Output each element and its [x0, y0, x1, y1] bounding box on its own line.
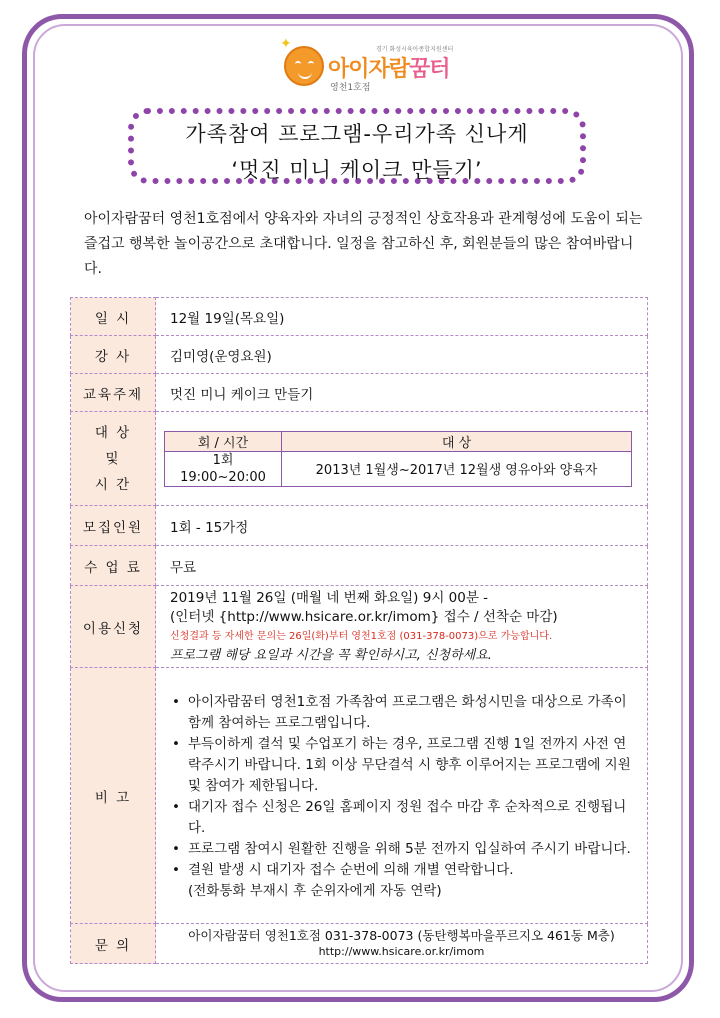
table-row: [71, 412, 648, 506]
list-item: • 프로그램 참여시 원활한 진행을 위해 5분 전까지 입실하여 주시기 바랍니다.: [170, 839, 637, 860]
bullet-icon: •: [172, 693, 180, 710]
schedule-session-time: 1회 19:00~20:00: [165, 451, 282, 486]
contact-url[interactable]: http://www.hsicare.or.kr/imom: [318, 944, 485, 958]
date-value: 12월 19일(목요일): [156, 298, 648, 336]
program-info-table: [70, 297, 648, 964]
capacity-label: 모집인원: [71, 506, 156, 546]
list-item: • 대기자 접수 신청은 26일 홈페이지 정원 접수 마감 후 순차적으로 진행됩니다.: [172, 798, 627, 836]
apply-method: (인터넷 {http://www.hsicare.or.kr/imom} 접수 / 선착순 마감): [170, 608, 558, 625]
smiley-face-icon: [284, 46, 324, 86]
date-label: 일 시: [71, 298, 156, 336]
notes-list: [156, 686, 647, 906]
topic-label: 교육주제: [71, 374, 156, 412]
apply-label: 이용신청: [71, 586, 156, 668]
bullet-icon: •: [172, 840, 180, 857]
table-row: [71, 668, 648, 924]
intro-paragraph: 아이자람꿈터 영천1호점에서 양육자와 자녀의 긍정적인 상호작용과 관계형성에 도움이 되는 즐겁고 행복한 놀이공간으로 초대합니다. 일정을 참고하신 후, 회원분들의 많은 참여바랍니다.: [84, 211, 643, 277]
program-title-box: [128, 108, 586, 184]
logo-title: 아이자람꿈터: [328, 57, 450, 82]
apply-inquiry-notice: 신청결과 등 자세한 문의는 26일(화)부터 영천1호점 (031-378-0073)으로 가능합니다.: [170, 630, 553, 642]
logo-branch: 영천1호점: [330, 83, 371, 93]
apply-date: 2019년 11월 26일 (매월 네 번째 화요일) 9시 00분 -: [170, 589, 489, 606]
table-row: [71, 506, 648, 546]
notes-footnote: (전화통화 부재시 후 순위자에게 자동 연락): [188, 882, 442, 899]
table-row: [71, 336, 648, 374]
schedule-header-row: [165, 431, 632, 451]
apply-reminder: 프로그램 해당 요일과 시간을 꼭 확인하시고, 신청하세요.: [170, 647, 492, 663]
logo: [280, 36, 484, 98]
schedule-table: [164, 431, 632, 487]
table-row: [71, 924, 648, 964]
notes-cell: [156, 668, 648, 924]
table-row: [71, 298, 648, 336]
fee-label: 수 업 료: [71, 546, 156, 586]
teacher-value: 김미영(운영요원): [156, 336, 648, 374]
contact-cell: [156, 924, 648, 964]
logo-center-name: 경기 화성시육아종합지원센터: [376, 46, 454, 53]
table-row: [71, 374, 648, 412]
fee-value: 무료: [156, 546, 648, 586]
table-row: [71, 546, 648, 586]
schedule-audience: 2013년 1월생~2017년 12월생 영유아와 양육자: [282, 451, 632, 486]
star-icon: ✦: [280, 36, 292, 52]
program-title-line1: 가족참여 프로그램-우리가족 신나게: [185, 122, 529, 146]
notes-label: 비 고: [71, 668, 156, 924]
list-item: • 결원 발생 시 대기자 접수 순번에 의해 개별 연락합니다.: [170, 860, 637, 881]
list-item: • 부득이하게 결석 및 수업포기 하는 경우, 프로그램 진행 1일 전까지 사전 연락주시기 바랍니다. 1회 이상 무단결석 시 향후 이루어지는 프로그램에 지원 및 참여가 제한됩니다.: [172, 735, 631, 794]
teacher-label: 강 사: [71, 336, 156, 374]
schedule-header-time: 회 / 시간: [165, 431, 282, 451]
program-title-line2: ‘멋진 미니 케이크 만들기’: [231, 158, 483, 182]
bullet-icon: •: [172, 861, 180, 878]
target-time-cell: [156, 412, 648, 506]
bullet-icon: •: [172, 798, 180, 815]
capacity-value: 1회 - 15가정: [156, 506, 648, 546]
schedule-row: [165, 451, 632, 486]
table-row: [71, 586, 648, 668]
schedule-header-target: 대 상: [282, 431, 632, 451]
contact-label: 문 의: [71, 924, 156, 964]
apply-cell: [156, 586, 648, 668]
target-time-label: 대 상 및 시 간: [71, 412, 156, 506]
contact-info: 아이자람꿈터 영천1호점 031-378-0073 (동탄행복마을푸르지오 461동 M층): [188, 927, 615, 943]
bullet-icon: •: [172, 735, 180, 752]
list-item: • 아이자람꿈터 영천1호점 가족참여 프로그램은 화성시민을 대상으로 가족이 함께 참여하는 프로그램입니다.: [172, 693, 627, 731]
topic-value: 멋진 미니 케이크 만들기: [156, 374, 648, 412]
